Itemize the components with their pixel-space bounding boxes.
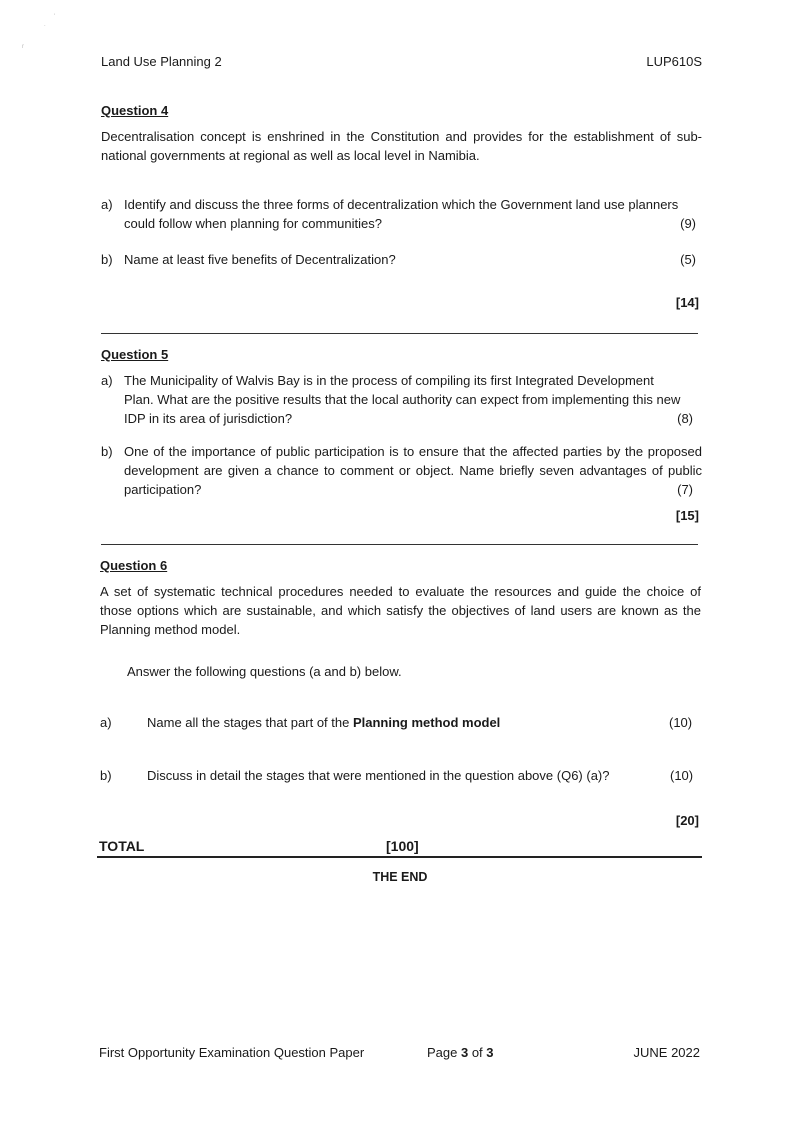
scan-speck: r	[22, 44, 24, 50]
question-4a	[101, 195, 702, 233]
item-letter: a)	[100, 715, 112, 730]
question-4b-marks: (5)	[680, 252, 696, 267]
footer-page-number	[427, 1043, 494, 1062]
page-prefix: Page	[427, 1045, 461, 1060]
question-4-intro: Decentralisation concept is enshrined in the Constitution and provides for the establishment of sub-national governments at regional as well as local level in Namibia.	[101, 129, 702, 163]
question-4a-text: Identify and discuss the three forms of decentralization which the Government land use planners could follow when planning for communities?	[124, 197, 679, 231]
total-value: [100]	[386, 838, 419, 854]
question-6b-marks: (10)	[670, 768, 694, 783]
page-current: 3	[460, 1045, 469, 1060]
footer-date: JUNE 2022	[633, 1045, 700, 1060]
end-marker: THE END	[372, 870, 428, 884]
divider	[101, 544, 698, 545]
page-separator: of	[468, 1045, 487, 1060]
item-letter: b)	[101, 252, 113, 267]
item-letter: a)	[101, 373, 113, 388]
question-5-total: [15]	[675, 508, 699, 523]
question-4-total: [14]	[675, 295, 699, 310]
question-5b-text: One of the importance of public participation is to ensure that the affected parties by the proposed development are given a chance to comment or object. Name briefly seven advantages of public participation?	[124, 444, 702, 497]
course-code: LUP610S	[646, 54, 702, 69]
question-5b	[101, 442, 702, 499]
question-6a-text-bold: Planning method model	[352, 715, 501, 730]
question-6-total: [20]	[675, 813, 699, 828]
question-6a-text-plain: Name all the stages that part of the	[147, 715, 353, 730]
course-title: Land Use Planning 2	[101, 54, 222, 69]
page-total: 3	[486, 1045, 494, 1060]
item-letter: a)	[101, 197, 113, 212]
divider	[101, 333, 698, 334]
question-4b	[101, 250, 702, 269]
total-label: TOTAL	[99, 838, 145, 854]
question-6a-text	[147, 713, 500, 732]
scan-speck: '	[54, 14, 56, 20]
question-6b-text: Discuss in detail the stages that were mentioned in the question above (Q6) (a)?	[147, 768, 610, 783]
question-6-instruction: Answer the following questions (a and b) below.	[127, 664, 402, 679]
question-6-intro: A set of systematic technical procedures needed to evaluate the resources and guide the choice of those options which are sustainable, and which satisfy the objectives of land users are known as the Planning method model.	[100, 584, 701, 637]
question-6-title: Question 6	[100, 558, 168, 573]
item-letter: b)	[101, 444, 113, 459]
question-4a-marks: (9)	[680, 216, 696, 231]
question-4-title: Question 4	[101, 103, 169, 118]
question-5a	[101, 371, 702, 428]
footer-exam-label: First Opportunity Examination Question Paper	[99, 1045, 365, 1060]
scan-speck: .	[44, 22, 46, 28]
item-letter: b)	[100, 768, 112, 783]
question-5a-text: The Municipality of Walvis Bay is in the process of compiling its first Integrated Development Plan. What are the positive results that the local authority can expect from implementing this new IDP in its area of jurisdiction?	[124, 373, 681, 426]
question-5-title: Question 5	[101, 347, 169, 362]
total-underline	[97, 856, 702, 858]
question-4b-text: Name at least five benefits of Decentralization?	[124, 252, 396, 267]
question-5a-marks: (8)	[677, 411, 693, 426]
question-5b-marks: (7)	[677, 482, 693, 497]
question-6a-marks: (10)	[669, 715, 693, 730]
